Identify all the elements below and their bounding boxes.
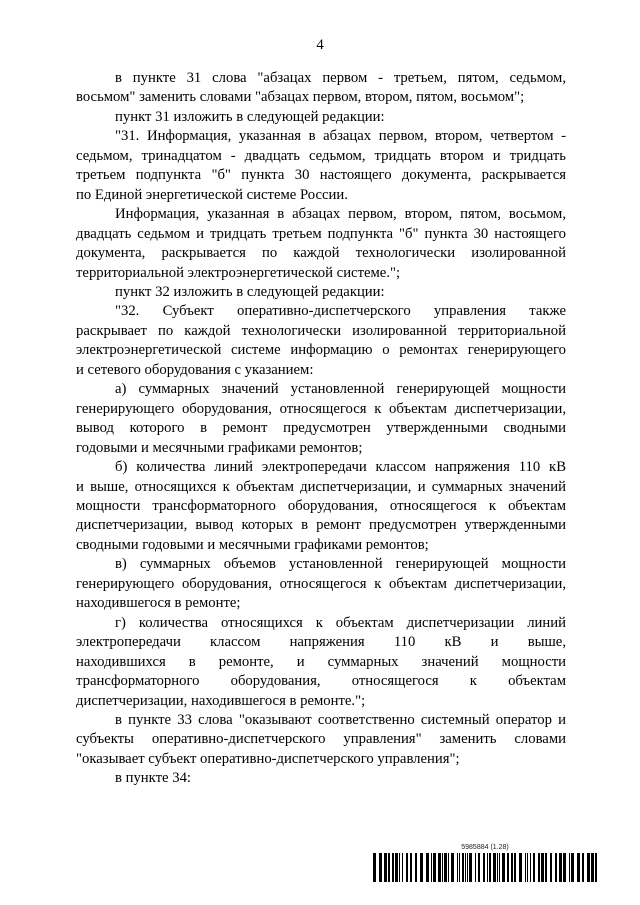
text-line: "32. Субъект оперативно-диспетчерского управления также [115, 303, 566, 320]
barcode-bar [379, 853, 382, 882]
amendment-point-32-restate [76, 283, 566, 302]
barcode-bar [582, 853, 584, 882]
barcode-bar [467, 853, 468, 882]
amendment-point-33-words [76, 711, 566, 769]
text-line: "оказывает субъект оперативно-диспетчерского управления"; [76, 750, 460, 767]
text-line: восьмом" заменить словами "абзацах первом, втором, пятом, восьмом"; [76, 89, 525, 106]
text-line: б) количества линий электропередачи классом напряжения 110 кВ [115, 459, 566, 476]
barcode-bar [577, 853, 580, 882]
barcode-bar [395, 853, 398, 882]
text-line: электроэнергетической системе информацию о ремонтах генерирующего [76, 342, 566, 359]
barcode-bar [571, 853, 574, 882]
amendment-point-31-words [76, 69, 566, 108]
clause-32-item-g [76, 614, 566, 711]
barcode-bar [538, 853, 540, 882]
page-number: 4 [316, 37, 324, 53]
barcode-bar [410, 853, 412, 882]
barcode-bar [431, 853, 432, 882]
barcode-bar [525, 853, 526, 882]
text-line: двадцать седьмом и тридцать третьем подпункта "б" пункта 30 настоящего [76, 225, 566, 242]
barcode-icon [373, 853, 597, 882]
barcode-bar [489, 853, 491, 882]
text-line: генерирующего оборудования, относящегося к объектам диспетчеризации, [76, 575, 566, 592]
barcode-bar [559, 853, 562, 882]
barcode-bar [392, 853, 394, 882]
text-line: вывод которого в ремонт предусмотрен утвержденными сводными [76, 420, 566, 437]
text-line: трансформаторного оборудования, относящегося к объектам [76, 673, 566, 690]
barcode-bar [533, 853, 535, 882]
barcode-bar [502, 853, 505, 882]
barcode-label: 5985884 (1.28) [461, 844, 509, 851]
barcode-bar [519, 853, 522, 882]
barcode-bar [493, 853, 496, 882]
text-line: раскрывает по каждой технологически изолированной территориальной [76, 322, 566, 339]
amendment-point-31-restate [76, 108, 566, 127]
text-line: сводными годовыми и месячными графиками ремонтов; [76, 536, 429, 553]
text-line: в пункте 31 слова "абзацах первом - третьем, пятом, седьмом, [115, 70, 566, 86]
clause-32-intro [76, 302, 566, 380]
amendment-point-34-intro [76, 769, 566, 788]
text-line: территориальной электроэнергетической системе."; [76, 264, 401, 281]
barcode-bar [444, 853, 447, 882]
text-line: седьмом, тринадцатом - двадцать седьмом, тридцать втором и тридцать [76, 147, 566, 164]
clause-32-item-v [76, 555, 566, 613]
text-line: г) количества относящихся к объектам диспетчеризации линий [115, 614, 566, 631]
text-line: генерирующего оборудования, относящегося к объектам диспетчеризации, [76, 400, 566, 417]
barcode-bar [545, 853, 547, 882]
text-line: а) суммарных значений установленной генерирующей мощности [115, 381, 566, 398]
barcode-bar [457, 853, 458, 882]
barcode-bar [438, 853, 441, 882]
text-line: пункт 31 изложить в следующей редакции: [115, 108, 385, 125]
barcode-bar [420, 853, 423, 882]
text-line: находившегося в ремонте; [76, 595, 241, 612]
barcode-bar [459, 853, 460, 882]
text-line: третьем подпункта "б" пункта 30 настоящего документа, раскрывается [76, 167, 566, 184]
barcode-bar [448, 853, 449, 882]
barcode-bar [527, 853, 528, 882]
text-line: в) суммарных объемов установленной генерирующей мощности [115, 556, 566, 573]
clause-31-second-part [76, 205, 566, 283]
text-line: Информация, указанная в абзацах первом, втором, пятом, восьмом, [115, 206, 566, 223]
barcode-bar [426, 853, 429, 882]
barcode-bar [384, 853, 387, 882]
barcode-bar [507, 853, 509, 882]
barcode-bar [563, 853, 566, 882]
barcode-bar [569, 853, 570, 882]
barcode-bar [415, 853, 417, 882]
clause-32-item-b [76, 458, 566, 555]
barcode-bar [550, 853, 552, 882]
barcode-bar [541, 853, 544, 882]
barcode-bar [399, 853, 400, 882]
text-line: субъекты оперативно-диспетчерского управления" заменить словами [76, 731, 566, 748]
barcode-bar [373, 853, 376, 882]
text-line: в пункте 34: [115, 770, 191, 787]
barcode-bar [511, 853, 513, 882]
barcode-bar [406, 853, 408, 882]
text-line: диспетчеризации, вывод которых в ремонт предусмотрен утвержденными [76, 517, 566, 534]
text-line: по Единой энергетической системе России. [76, 186, 348, 203]
text-line: годовыми и месячными графиками ремонтов; [76, 439, 363, 456]
text-line: "31. Информация, указанная в абзацах первом, втором, четвертом - [115, 128, 566, 145]
barcode-bar [433, 853, 436, 882]
text-line: электропередачи классом напряжения 110 кВ и выше, [76, 634, 566, 651]
barcode-bar [530, 853, 531, 882]
barcode-bar [442, 853, 443, 882]
barcode-bar [388, 853, 390, 882]
barcode-bar [465, 853, 466, 882]
text-line: диспетчеризации, находившегося в ремонте."; [76, 692, 366, 709]
text-line: и выше, относящихся к объектам диспетчеризации, и суммарных значений [76, 478, 566, 495]
barcode-bar [499, 853, 500, 882]
text-line: находившихся в ремонте, и суммарных значений мощности [76, 653, 566, 670]
barcode-bar [487, 853, 488, 882]
text-line: документа, раскрывается по каждой технологически изолированной [76, 245, 566, 262]
text-line: в пункте 33 слова "оказывают соответственно системный оператор и [115, 711, 566, 728]
clause-31-text [76, 127, 566, 205]
barcode-bar [555, 853, 557, 882]
barcode-bar [462, 853, 464, 882]
text-line: мощности трансформаторного оборудования, относящегося к объектам [76, 497, 566, 514]
text-line: пункт 32 изложить в следующей редакции: [115, 283, 385, 300]
barcode-bar [595, 853, 597, 882]
barcode-bar [587, 853, 590, 882]
barcode-bar [475, 853, 476, 882]
barcode-bar [591, 853, 594, 882]
barcode-bar [478, 853, 480, 882]
clause-32-item-a [76, 380, 566, 458]
barcode-bar [451, 853, 454, 882]
barcode-bar [469, 853, 472, 882]
barcode-bar [514, 853, 516, 882]
text-line: и сетевого оборудования с указанием: [76, 361, 314, 378]
barcode-bar [483, 853, 485, 882]
barcode [373, 853, 597, 882]
barcode-bar [497, 853, 498, 882]
barcode-bar [402, 853, 403, 882]
document-body [76, 69, 566, 789]
